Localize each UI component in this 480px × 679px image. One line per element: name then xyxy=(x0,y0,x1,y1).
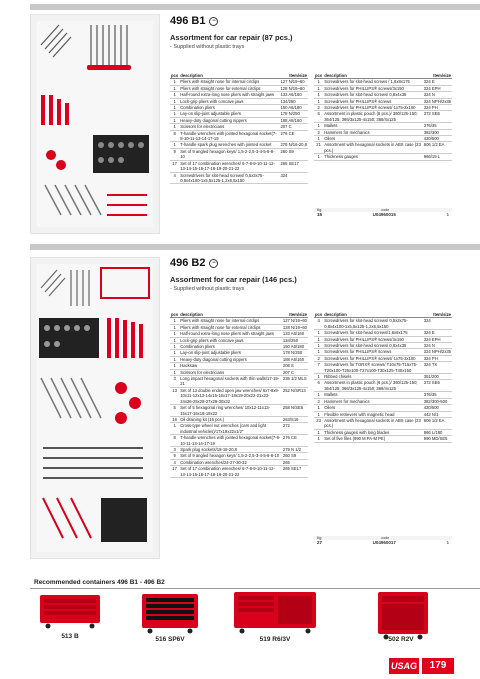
row-pcs: 1 xyxy=(170,85,179,91)
row-item-size: 279 N 1/2 xyxy=(282,446,308,452)
row-pcs: 1 xyxy=(170,124,179,130)
row-pcs: 9 xyxy=(170,148,179,160)
section1-table-left xyxy=(170,73,308,184)
row-pcs: 1 xyxy=(170,98,179,104)
table-row xyxy=(170,324,308,330)
col-description: description xyxy=(323,73,423,79)
row-item-size: 990 MD/SE5 xyxy=(423,436,452,442)
col-pcs: pcs xyxy=(171,73,179,78)
tool-assortment-image-b1 xyxy=(30,14,160,234)
table-row xyxy=(170,405,308,417)
table-row xyxy=(170,356,308,362)
col-item-size: Item/size xyxy=(423,73,452,79)
table-row xyxy=(170,435,308,447)
col-pcs: pcs xyxy=(171,312,179,317)
row-description: Spark plug sockets/18-18-20,8 xyxy=(179,446,282,452)
table-row xyxy=(314,79,452,85)
row-description: Flexible retrievers with magnetic head xyxy=(323,411,423,417)
row-pcs: 1 xyxy=(170,423,179,435)
row-item-size: 260 S9 xyxy=(282,453,308,459)
row-item-size: 207 C xyxy=(279,124,308,130)
row-description: Scissors for electricians xyxy=(179,124,279,130)
row-pcs: 1 xyxy=(314,79,323,85)
row-pcs: 1 xyxy=(314,336,323,342)
section1-code: 496 B1 xyxy=(170,15,206,27)
table-row xyxy=(170,160,308,172)
row-item-size: 376/35 xyxy=(423,123,452,129)
row-description: Hacksaw xyxy=(179,363,282,369)
table-row xyxy=(314,105,452,111)
row-item-size: 207 C xyxy=(282,369,308,375)
table-row xyxy=(170,350,308,356)
row-description: Long impact hexagonal sockets with thin walls/17-19-21 xyxy=(179,376,282,388)
flag-value: 1 xyxy=(446,212,449,217)
row-pcs: 1 xyxy=(314,92,323,98)
row-description: Assortment in plastic pouch (6 pcs.)/ 360/125-150; 364/125; 366/3x125-4x150; 368/4x125 xyxy=(323,111,423,123)
section2-order-box xyxy=(314,536,452,545)
row-item-size: 324 xyxy=(279,172,308,184)
row-pcs: 8 xyxy=(170,130,179,142)
row-item-size: 442 N/1 xyxy=(423,411,452,417)
row-item-size: 272 xyxy=(282,423,308,435)
table-row xyxy=(314,142,452,154)
row-description: Pliers with straight nose for internal circlips xyxy=(179,318,282,324)
table-row xyxy=(314,343,452,349)
row-item-size: 127 N/19~60 xyxy=(279,79,308,85)
row-pcs: 1 xyxy=(170,350,179,356)
page-number: 179 xyxy=(422,658,454,674)
row-pcs: 1 xyxy=(170,105,179,111)
row-description: T-handle spark plug wrenches with jointed socket xyxy=(179,142,279,148)
table-row xyxy=(314,318,452,330)
col-item-size: Item/size xyxy=(282,312,308,318)
cart-icon xyxy=(232,590,318,634)
row-description: Oil draining kit (16 pcs.) xyxy=(179,416,282,422)
row-description: Oilers xyxy=(323,405,423,411)
row-item-size: 382/300-500 xyxy=(423,398,452,404)
row-pcs: 16 xyxy=(170,416,179,422)
row-pcs: 1 xyxy=(170,344,179,350)
row-description: Set of 13 double ended open jaw wrenches/ 6x7-8x9-10x11-12x13-14x15-16x17-18x19-20x22-21x23-24x26-25x28-27x29-30x32 xyxy=(179,387,282,404)
table-row xyxy=(170,79,308,85)
container-516sp6v-image xyxy=(140,592,200,639)
col-pcs: pcs xyxy=(315,312,323,317)
row-pcs: 1 xyxy=(314,429,323,435)
recommended-divider xyxy=(30,588,480,589)
row-item-size: 324 PH xyxy=(423,105,452,111)
row-item-size: 606 1/2 EA xyxy=(423,142,452,154)
row-description: T-handle wrenches with jointed hexagonal socket(7-8-10-11-13-14-17-19 xyxy=(179,130,279,142)
row-description: Screwdrivers for slot-head screws/ 0,5x3x75-0,8x4x100-1x5,5x125-1,2x6,5x150 xyxy=(323,318,423,330)
row-description: Hammers for mechanics xyxy=(323,398,423,404)
table-row xyxy=(314,355,452,361)
row-item-size: 324 PH xyxy=(423,355,452,361)
section2-header xyxy=(170,257,297,292)
table-row xyxy=(170,172,308,184)
row-item-size: 324 N xyxy=(423,92,452,98)
code-header: code xyxy=(381,208,390,212)
row-description: Heavy-duty diagonal cutting nippers xyxy=(179,117,279,123)
row-description: Cross-type wheel nut wrenches (cars and light industrial vehicles)/17x19x22x1/2" xyxy=(179,423,282,435)
row-description: Heavy-duty diagonal cutting nippers xyxy=(179,356,282,362)
row-pcs: 2 xyxy=(314,355,323,361)
table-row xyxy=(314,85,452,91)
col-item-size: Item/size xyxy=(279,73,308,79)
row-description: Pliers with straight nose for internal circlips xyxy=(179,79,279,85)
row-item-size: 128 N/19~60 xyxy=(279,85,308,91)
row-item-size: 133 A6/160 xyxy=(279,92,308,98)
row-pcs: 1 xyxy=(314,154,323,160)
row-pcs: 17 xyxy=(170,466,179,478)
row-pcs: 8 xyxy=(170,435,179,447)
row-item-size: 133 A6/160 xyxy=(282,331,308,337)
section2-table-right xyxy=(314,312,452,443)
row-pcs: 1 xyxy=(170,318,179,324)
row-pcs: 1 xyxy=(314,136,323,142)
row-description: Screwdrivers for slot-head screws/ 0,8x4x35 xyxy=(323,92,423,98)
row-item-size: 150 A6/180 xyxy=(279,105,308,111)
container-519r63v-label: 519 R6/3V xyxy=(259,636,291,643)
row-item-size: 606 1/2 EA xyxy=(423,417,452,429)
table-row xyxy=(314,429,452,435)
row-pcs: 21 xyxy=(314,142,323,154)
row-pcs: 1 xyxy=(314,98,323,104)
section2-note: - Supplied without plastic trays xyxy=(170,286,245,292)
row-pcs: 1 xyxy=(314,349,323,355)
table-row xyxy=(314,362,452,374)
row-pcs: 1 xyxy=(314,330,323,336)
row-description: T-handle wrenches with jointed hexagonal socket(7-8-10-11-13-14-17-19 xyxy=(180,435,281,446)
row-pcs: 1 xyxy=(314,411,323,417)
row-pcs: 4 xyxy=(170,459,179,465)
row-item-size: 278 N/16-20,8 xyxy=(280,142,307,148)
kg-value: 15 xyxy=(317,212,323,217)
row-description: Assortment in plastic pouch (6 pcs.)/ 360/125-150; 364/125; 366/3x125-4x150; 368/4x125 xyxy=(323,380,423,392)
table-row xyxy=(170,331,308,337)
row-pcs: 1 xyxy=(170,142,179,148)
row-pcs: 1 xyxy=(314,85,323,91)
row-pcs: 1 xyxy=(314,405,323,411)
row-item-size: 128 N/19~60 xyxy=(282,324,307,330)
row-description: Combination pliers xyxy=(179,105,279,111)
row-description: Half-round extra-long nose pliers with straight jaws xyxy=(179,92,279,98)
row-description: Lay-on slip-joint adjustable pliers xyxy=(179,111,279,117)
container-519r63v-image xyxy=(232,590,318,639)
row-pcs: 1 xyxy=(170,92,179,98)
row-pcs: 7 xyxy=(314,362,323,374)
row-description: Screwdrivers for slot-head screws/1,6x8x175 xyxy=(323,330,423,336)
section1-note: - Supplied without plastic trays xyxy=(170,44,245,50)
row-item-size: 252 N/SR13 xyxy=(282,387,308,404)
row-description: Pliers with straight nose for external circlips xyxy=(179,324,282,330)
code-value: U04960017 xyxy=(372,540,396,545)
row-description: Combination wrenches/24-27-30-32 xyxy=(179,459,282,465)
row-pcs: 1 xyxy=(170,79,179,85)
row-description: Screwdrivers for PHILLIPS® screws xyxy=(323,349,423,355)
row-item-size: 324 NPH/2x35 xyxy=(423,98,451,104)
container-502r2v-label: 502 R2V xyxy=(388,636,414,643)
row-item-size: 966/19 L xyxy=(423,154,452,160)
section2-table-left xyxy=(170,312,308,478)
table-row xyxy=(314,111,452,123)
kg-value: 27 xyxy=(317,540,323,545)
cart-icon xyxy=(140,592,200,634)
row-item-size: 127 N/19~60 xyxy=(282,318,307,324)
table-row xyxy=(314,380,452,392)
row-description: Screwdrivers for PHILLIPS® screws/3x150 xyxy=(323,85,423,91)
tools-illustration-b2 xyxy=(31,258,159,558)
row-pcs: 1 xyxy=(170,111,179,117)
row-description: Lock-grip pliers with concave jaws xyxy=(179,98,279,104)
row-item-size: 324 xyxy=(423,318,452,330)
cart-icon xyxy=(376,590,430,640)
kg-header: Kg xyxy=(317,208,322,212)
row-description: Assortment with hexagonal sockets in ABS case (23 pcs.) xyxy=(324,142,421,153)
table-row xyxy=(170,423,308,435)
table-row xyxy=(314,98,452,104)
table-row xyxy=(170,387,308,404)
recommended-containers-title: Recommended containers 496 B1 - 496 B2 xyxy=(34,579,165,586)
col-description: description xyxy=(323,312,423,318)
table-row xyxy=(314,349,452,355)
code-value: U04960015 xyxy=(372,212,396,217)
row-item-size: 420/500 xyxy=(423,405,452,411)
row-description: Thickness gauges with long blades xyxy=(323,429,423,435)
row-description: Screwdrivers for PHILLIPS® screws/ 1x75-2x100 xyxy=(323,105,423,111)
col-item-size: Item/size xyxy=(423,312,452,318)
row-pcs: 13 xyxy=(170,387,179,404)
row-item-size: 324 E xyxy=(423,330,452,336)
row-pcs: 1 xyxy=(170,356,179,362)
no-tray-icon: − xyxy=(209,259,218,268)
row-description: Oilers xyxy=(323,136,423,142)
row-description: Lay-on slip-joint adjustable pliers xyxy=(179,350,282,356)
row-pcs: 2 xyxy=(314,129,323,135)
row-pcs: 1 xyxy=(314,436,323,442)
code-header: code xyxy=(381,536,390,540)
row-item-size: 134/250 xyxy=(279,98,308,104)
row-pcs: 17 xyxy=(170,160,179,172)
row-pcs: 6 xyxy=(314,380,323,392)
row-pcs: 9 xyxy=(170,453,179,459)
row-description: Screwdrivers for PHILLIPS® screws/ 1x75-2x100 xyxy=(323,355,423,361)
table-row xyxy=(170,98,308,104)
section1-title xyxy=(170,15,293,27)
table-row xyxy=(170,376,308,388)
table-row xyxy=(170,337,308,343)
row-pcs: 4 xyxy=(314,318,323,330)
table-row xyxy=(314,336,452,342)
row-item-size: 324 TX xyxy=(423,362,452,374)
row-pcs: 1 xyxy=(314,374,323,380)
row-item-size: 260 S9 xyxy=(279,148,308,160)
row-pcs: 3 xyxy=(170,376,179,388)
table-row xyxy=(170,117,308,123)
flag-value: 1 xyxy=(446,540,449,545)
row-pcs: 1 xyxy=(314,343,323,349)
table-row xyxy=(170,318,308,324)
row-pcs: 1 xyxy=(170,324,179,330)
kg-header: Kg xyxy=(317,536,322,540)
row-description: Screwdrivers for PHILLIPS® screws xyxy=(323,98,423,104)
section1-header xyxy=(170,15,293,50)
row-item-size: 324 NPH/2x35 xyxy=(423,349,451,355)
col-description: description xyxy=(179,73,279,79)
section2-subtitle: Assortment for car repair (146 pcs.) xyxy=(170,275,297,284)
row-item-size: 178 N/250 xyxy=(282,350,308,356)
row-description: Ribbed chisels xyxy=(323,374,423,380)
row-pcs: 1 xyxy=(170,363,179,369)
table-row xyxy=(170,459,308,465)
row-description: Pliers with straight nose for external circlips xyxy=(179,85,279,91)
section2-code: 496 B2 xyxy=(170,257,206,269)
section1-order-box xyxy=(314,208,452,217)
tool-assortment-image-b2 xyxy=(30,257,160,559)
row-description: Screwdrivers for PHILLIPS® screws/3x150 xyxy=(323,336,423,342)
row-description: Set of 9 angled hexagon keys/ 1,5-2-2,5-3-4-5-6-8-10 xyxy=(179,453,282,459)
table-row xyxy=(314,417,452,429)
row-description: Set of 17 combination wrenches/ 6-7-8-9-10-11-12-13-14-15-16-17-18-19-20-21-22 xyxy=(179,466,282,478)
row-pcs: 1 xyxy=(170,117,179,123)
table-row xyxy=(170,85,308,91)
table-row xyxy=(170,466,308,478)
row-description: Thickness gauges xyxy=(323,154,423,160)
row-item-size: 372 SE6 xyxy=(423,380,452,392)
table-row xyxy=(314,330,452,336)
row-pcs: 1 xyxy=(170,369,179,375)
container-513b-image xyxy=(38,593,102,634)
row-item-size: 276 CE xyxy=(282,435,308,447)
row-description: Half-round extra-long nose pliers with straight jaws xyxy=(179,331,282,337)
row-item-size: 178 N/250 xyxy=(279,111,308,117)
row-description: Screwdrivers for TORX® screws/ T10x75-T15x75-T20x100-T25x100-T27x100-T30x125-T40x150 xyxy=(323,362,423,374)
table-row xyxy=(314,154,452,160)
row-description: Set of five files (990 M PA-M PE) xyxy=(323,436,423,442)
row-item-size: 188 A6/160 xyxy=(282,356,308,362)
row-description: Mallets xyxy=(323,123,423,129)
row-item-size: 265 SE17 xyxy=(279,160,308,172)
cart-icon xyxy=(38,593,102,629)
row-description: Screwdrivers for slot-head screws/ 0,5x3x75-0,8x4x100-1x5,5x125-1,2x6,5x150 xyxy=(179,172,279,184)
row-item-size: 265 xyxy=(282,459,308,465)
row-item-size: 265 SE17 xyxy=(282,466,308,478)
row-pcs: 6 xyxy=(314,111,323,123)
row-pcs: 3 xyxy=(170,446,179,452)
row-item-size: 324 E xyxy=(423,79,452,85)
table-row xyxy=(170,111,308,117)
section2-title xyxy=(170,257,297,269)
row-description: Scissors for electricians xyxy=(179,369,282,375)
row-pcs: 2 xyxy=(314,105,323,111)
section1-table-right xyxy=(314,73,452,161)
row-description: Set of 5 hexagonal ring wrenches/ 10x12-11x13-15x17-16x18-19x22 xyxy=(179,405,282,417)
no-tray-icon: − xyxy=(209,17,218,26)
row-pcs: 1 xyxy=(170,331,179,337)
row-description: Lock-grip pliers with concave jaws xyxy=(179,337,282,343)
container-513b-label: 513 B xyxy=(61,633,79,640)
row-item-size: 258 N/SE5 xyxy=(282,405,308,417)
table-row xyxy=(314,411,452,417)
row-pcs: 5 xyxy=(170,405,179,417)
row-pcs: 1 xyxy=(314,123,323,129)
row-item-size: 372 SE6 xyxy=(423,111,452,123)
section-separator-top xyxy=(30,4,480,10)
row-description: Screwdrivers for slot-head screws / 1,6x8x175 xyxy=(323,79,423,85)
row-item-size: 420/500 xyxy=(423,136,452,142)
row-description: Hammers for mechanics xyxy=(323,129,423,135)
row-item-size: 382/300 xyxy=(423,129,452,135)
table-row xyxy=(170,142,308,148)
row-item-size: 966 L/160 xyxy=(423,429,452,435)
row-item-size: 376/35 xyxy=(423,392,452,398)
table-row xyxy=(170,453,308,459)
row-item-size: 324 EPH xyxy=(423,85,452,91)
row-item-size: 208 S xyxy=(282,363,308,369)
col-pcs: pcs xyxy=(315,73,323,78)
table-row xyxy=(170,148,308,160)
row-item-size: 324 EPH xyxy=(423,336,452,342)
row-item-size: 188 A6/160 xyxy=(279,117,308,123)
row-item-size: 276 CE xyxy=(279,130,308,142)
section1-subtitle: Assortment for car repair (87 pcs.) xyxy=(170,33,293,42)
row-description: Set of 9 angled hexagon keys/ 1,5-2-2,5-3-4-5-6-8-10 xyxy=(179,148,279,160)
row-item-size: 150 A6/180 xyxy=(282,344,308,350)
row-description: Set of 17 combination wrenches/ 6-7-8-9-10-11-12-13-14-15-16-17-18-19-20-21-22 xyxy=(179,160,279,172)
row-pcs: 1 xyxy=(170,337,179,343)
row-item-size: 134/250 xyxy=(282,337,308,343)
row-pcs: 2 xyxy=(314,398,323,404)
row-description: Assortment with hexagonal sockets in ABS case (23 pcs.) xyxy=(324,417,421,429)
row-item-size: 351/200 xyxy=(423,374,452,380)
section-separator-middle xyxy=(30,244,480,250)
row-description: Combination pliers xyxy=(179,344,282,350)
row-description: Mallets xyxy=(323,392,423,398)
row-pcs: 4 xyxy=(170,172,179,184)
table-row xyxy=(314,92,452,98)
row-item-size: 324 N xyxy=(423,343,452,349)
row-pcs: 1 xyxy=(314,392,323,398)
col-description: description xyxy=(179,312,282,318)
row-item-size: 235 1/2 MLS xyxy=(282,376,308,388)
table-row xyxy=(314,436,452,442)
table-row xyxy=(170,130,308,142)
container-516sp6v-label: 516 SP6V xyxy=(155,636,185,643)
row-pcs: 23 xyxy=(314,417,323,429)
row-item-size: 263/S16 xyxy=(282,416,308,422)
tools-illustration-b1 xyxy=(31,15,159,233)
row-description: Screwdrivers for slot-head screws/ 0,8x4x35 xyxy=(323,343,423,349)
table-row xyxy=(170,92,308,98)
brand-logo: USAG xyxy=(389,658,419,674)
